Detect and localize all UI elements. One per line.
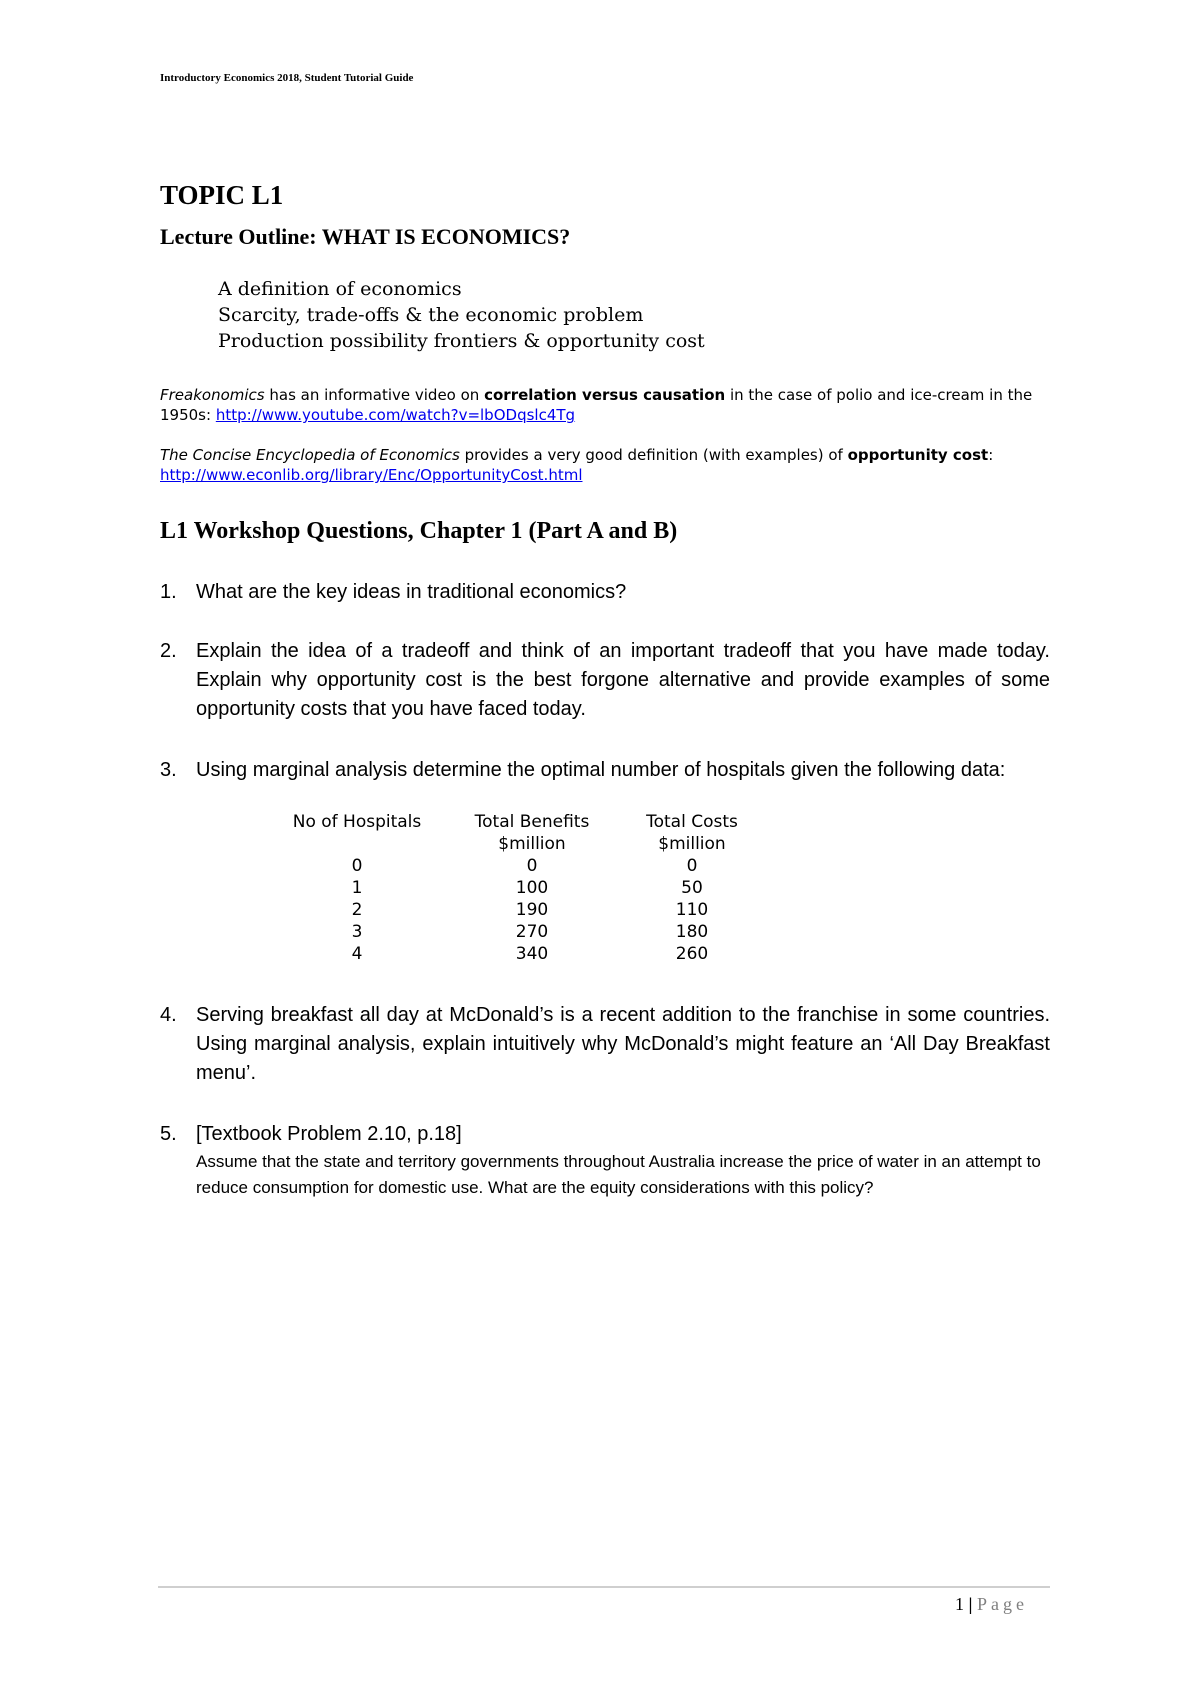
table-unit: $million (658, 834, 726, 854)
question-text: Serving breakfast all day at McDonald’s is a recent addition to the franchise in some countries. Using marginal analysis, explain intuitively why McDonald’s might feature an ‘All Day Breakfast menu’. (196, 1004, 1050, 1084)
outline-item: Production possibility frontiers & opportunity cost (218, 330, 705, 352)
table-unit (262, 834, 452, 856)
table-header-row (262, 812, 772, 834)
table-header: Total Benefits (474, 812, 590, 832)
question-number: 3. (160, 759, 177, 781)
para-text: provides a very good definition (with examples) of (459, 446, 848, 464)
table-row (262, 900, 772, 922)
hospitals-data-table (262, 812, 772, 966)
running-header: Introductory Economics 2018, Student Tutorial Guide (160, 72, 414, 84)
emphasis-opportunity-cost: opportunity cost (847, 446, 989, 464)
footer-divider (158, 1586, 1050, 1588)
table-units-row (262, 834, 772, 856)
workshop-questions-heading: L1 Workshop Questions, Chapter 1 (Part A and B) (160, 518, 678, 544)
table-cell: 340 (515, 944, 549, 964)
table-row (262, 856, 772, 878)
para-text: : (988, 446, 994, 464)
table-cell: 2 (351, 900, 363, 920)
outline-item: Scarcity, trade-offs & the economic problem (218, 304, 644, 326)
page-number: 1 (955, 1594, 964, 1614)
question-4 (160, 1001, 1050, 1088)
youtube-link[interactable]: http://www.youtube.com/watch?v=lbODqslc4Tg (215, 406, 576, 424)
question-5 (160, 1120, 1050, 1201)
table-unit: $million (498, 834, 566, 854)
freakonomics-paragraph (160, 385, 1040, 425)
question-text: Using marginal analysis determine the optimal number of hospitals given the following data: (196, 759, 1006, 781)
table-cell: 110 (675, 900, 709, 920)
question-number: 2. (160, 640, 177, 662)
question-number: 4. (160, 1004, 177, 1026)
question-subtext: Assume that the state and territory governments throughout Australia increase the price of water in an attempt to reduce consumption for domestic use. What are the equity considerations with this policy? (196, 1152, 1041, 1197)
table-header: No of Hospitals (292, 812, 422, 832)
table-cell: 270 (515, 922, 549, 942)
question-1 (160, 578, 1050, 607)
table-cell: 180 (675, 922, 709, 942)
topic-title: TOPIC L1 (160, 180, 284, 210)
table-cell: 0 (686, 856, 698, 876)
lecture-outline-heading: Lecture Outline: WHAT IS ECONOMICS? (160, 224, 571, 249)
para-text: in the case of polio and ice-cream in the 1950s: (160, 386, 1033, 424)
encyclopedia-paragraph (160, 445, 1040, 485)
table-cell: 3 (351, 922, 363, 942)
table-row (262, 878, 772, 900)
table-header: Total Costs (646, 812, 738, 832)
table-cell: 50 (681, 878, 703, 898)
page-label: Page (976, 1594, 1028, 1614)
econlib-link[interactable]: http://www.econlib.org/library/Enc/OpportunityCost.html (160, 466, 583, 484)
question-text: What are the key ideas in traditional economics? (196, 581, 627, 603)
table-row (262, 922, 772, 944)
question-number: 5. (160, 1123, 177, 1145)
page-separator: | (968, 1594, 973, 1614)
table-cell: 190 (515, 900, 549, 920)
emphasis-correlation: correlation versus causation (484, 386, 726, 404)
encyclopedia-title: The Concise Encyclopedia of Economics (160, 446, 460, 464)
table-cell: 0 (526, 856, 538, 876)
table-cell: 4 (351, 944, 363, 964)
question-number: 1. (160, 581, 177, 603)
table-cell: 0 (351, 856, 363, 876)
question-text: Explain the idea of a tradeoff and think of an important tradeoff that you have made today. Explain why opportunity cost is the best forgone alternative and provide examples of some opportunity costs that you have faced today. (196, 640, 1050, 720)
para-text: has an informative video on (264, 386, 485, 404)
question-text: [Textbook Problem 2.10, p.18] (196, 1123, 462, 1145)
question-2 (160, 637, 1050, 724)
table-cell: 260 (675, 944, 709, 964)
table-cell: 1 (351, 878, 363, 898)
page-footer (955, 1594, 1028, 1615)
table-cell: 100 (515, 878, 549, 898)
table-row (262, 944, 772, 966)
question-3 (160, 756, 1050, 785)
freakonomics-title: Freakonomics (160, 386, 265, 404)
outline-item: A definition of economics (218, 278, 462, 300)
